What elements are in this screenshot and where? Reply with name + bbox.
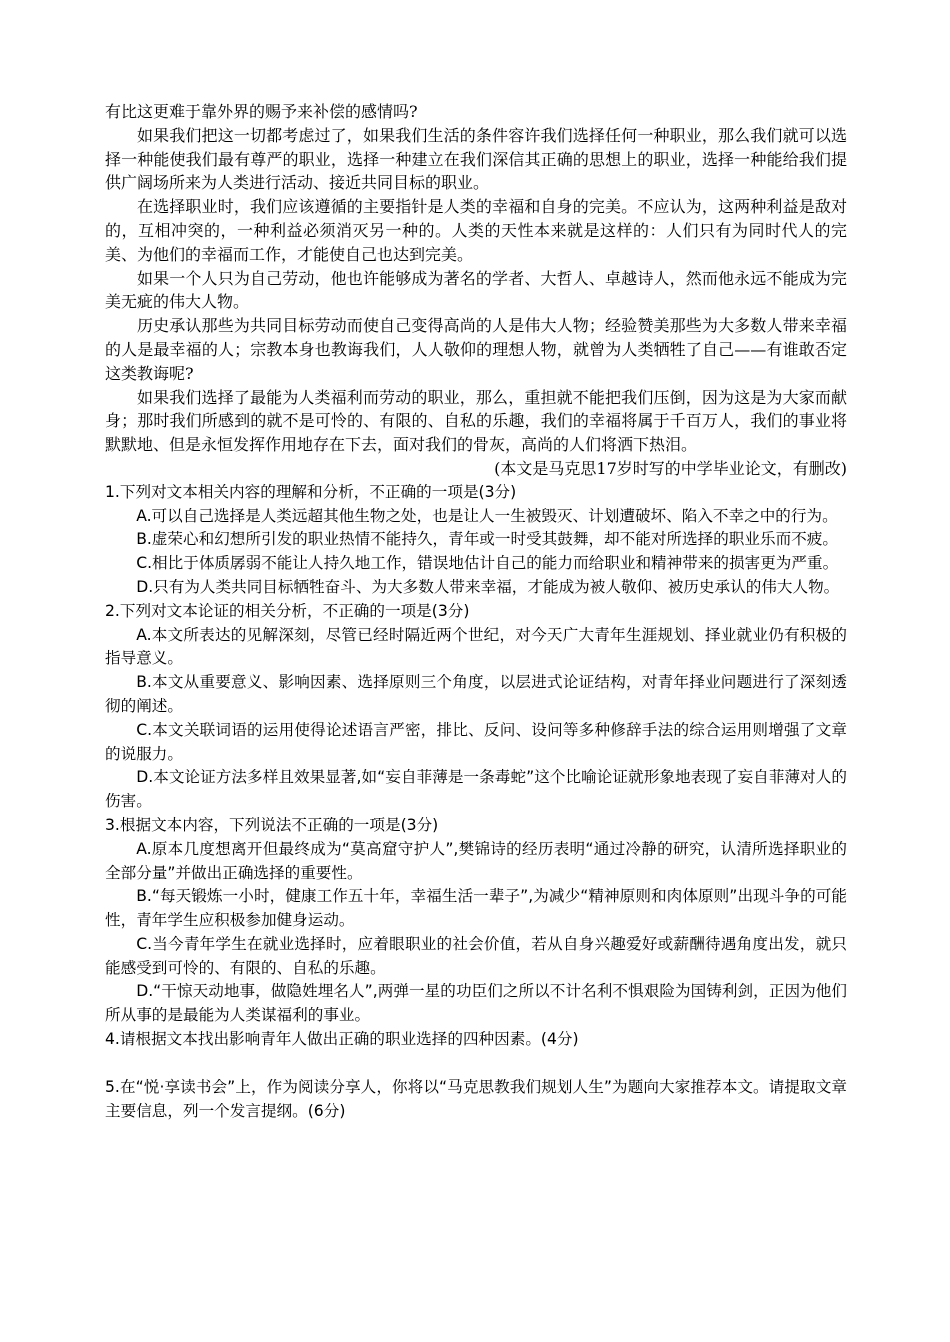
question-2-stem: 2.下列对文本论证的相关分析，不正确的一项是(3分) [105, 601, 470, 620]
question-1-stem: 1.下列对文本相关内容的理解和分析，不正确的一项是(3分) [105, 482, 517, 501]
source-note: (本文是马克思17岁时写的中学毕业论文，有删改) [494, 458, 847, 478]
question-1-option-b: B.虚荣心和幻想所引发的职业热情不能持久，青年或一时受其鼓舞，却不能对所选择的职业乐而不疲。 [136, 530, 838, 549]
question-1-option-c: C.相比于体质孱弱不能让人持久地工作，错误地估计自己的能力而给职业和精神带来的损害更为严重。 [136, 554, 839, 573]
question-2-option-d: D.本文论证方法多样且效果显著,如“妄自菲薄是一条毒蛇”这个比喻论证就形象地表现了妄自菲薄对人的伤害。 [105, 768, 847, 811]
answer-space [105, 1052, 847, 1076]
question-2-option-a: A.本文所表达的见解深刻，尽管已经时隔近两个世纪，对今天广大青年生涯规划、择业就业仍有积极的指导意义。 [105, 625, 847, 668]
question-3-option-d: D.“干惊天动地事，做隐姓埋名人”,两弹一星的功臣们之所以不计名利不惧艰险为国铸利剑，正因为他们所从事的是最能为人类谋福利的事业。 [105, 982, 847, 1025]
question-3-option-b: B.“每天锻炼一小时，健康工作五十年，幸福生活一辈子”,为减少“精神原则和肉体原则”出现斗争的可能性，青年学生应积极参加健身运动。 [105, 887, 847, 930]
passage-paragraph: 历史承认那些为共同目标劳动而使自己变得高尚的人是伟大人物；经验赞美那些为大多数人带来幸福的人是最幸福的人；宗教本身也教诲我们，人人敬仰的理想人物，就曾为人类牺牲了自己——有谁敢否定这类教诲呢? [105, 316, 847, 383]
question-3-option-a: A.原本几度想离开但最终成为“莫高窟守护人”,樊锦诗的经历表明“通过冷静的研究，认清所选择职业的全部分量”并做出正确选择的重要性。 [105, 839, 847, 882]
question-2-option-c: C.本文关联词语的运用使得论述语言严密，排比、反问、设问等多种修辞手法的综合运用则增强了文章的说服力。 [105, 720, 847, 763]
exam-page [105, 100, 847, 1123]
passage-paragraph: 有比这更难于靠外界的赐予来补偿的感情吗? [105, 102, 418, 121]
question-1-option-a: A.可以自己选择是人类远超其他生物之处，也是让人一生被毁灭、计划遭破坏、陷入不幸之中的行为。 [136, 506, 838, 525]
question-4-stem: 4.请根据文本找出影响青年人做出正确的职业选择的四种因素。(4分) [105, 1030, 579, 1049]
passage-paragraph: 在选择职业时，我们应该遵循的主要指针是人类的幸福和自身的完美。不应认为，这两种利益是敌对的，互相冲突的，一种利益必须消灭另一种的。人类的天性本来就是这样的：人们只有为同时代人的完美、为他们的幸福而工作，才能使自己也达到完美。 [105, 197, 847, 264]
passage-paragraph: 如果我们把这一切都考虑过了，如果我们生活的条件容许我们选择任何一种职业，那么我们就可以选择一种能使我们最有尊严的职业，选择一种建立在我们深信其正确的思想上的职业，选择一种能给我们提供广阔场所来为人类进行活动、接近共同目标的职业。 [105, 125, 847, 193]
question-1-option-d: D.只有为人类共同目标牺牲奋斗、为大多数人带来幸福，才能成为被人敬仰、被历史承认的伟大人物。 [136, 577, 840, 596]
question-3-option-c: C.当今青年学生在就业选择时，应着眼职业的社会价值，若从自身兴趣爱好或薪酬待遇角度出发，就只能感受到可怜的、有限的、自私的乐趣。 [105, 934, 847, 977]
question-3-stem: 3.根据文本内容，下列说法不正确的一项是(3分) [105, 815, 439, 834]
question-2-option-b: B.本文从重要意义、影响因素、选择原则三个角度，以层进式论证结构，对青年择业问题进行了深刻透彻的阐述。 [105, 673, 847, 715]
passage-paragraph: 如果一个人只为自己劳动，他也许能够成为著名的学者、大哲人、卓越诗人，然而他永远不能成为完美无疵的伟大人物。 [105, 268, 847, 312]
question-5-stem: 5.在“悦·享读书会”上，作为阅读分享人，你将以“马克思教我们规划人生”为题向大家推荐本文。请提取文章主要信息，列一个发言提纲。(6分) [105, 1077, 847, 1120]
passage-paragraph: 如果我们选择了最能为人类福利而劳动的职业，那么，重担就不能把我们压倒，因为这是为大家而献身；那时我们所感到的就不是可怜的、有限的、自私的乐趣，我们的幸福将属于千百万人，我们的事业将默默地、但是永恒发挥作用地存在下去，面对我们的骨灰，高尚的人们将洒下热泪。 [105, 387, 847, 455]
